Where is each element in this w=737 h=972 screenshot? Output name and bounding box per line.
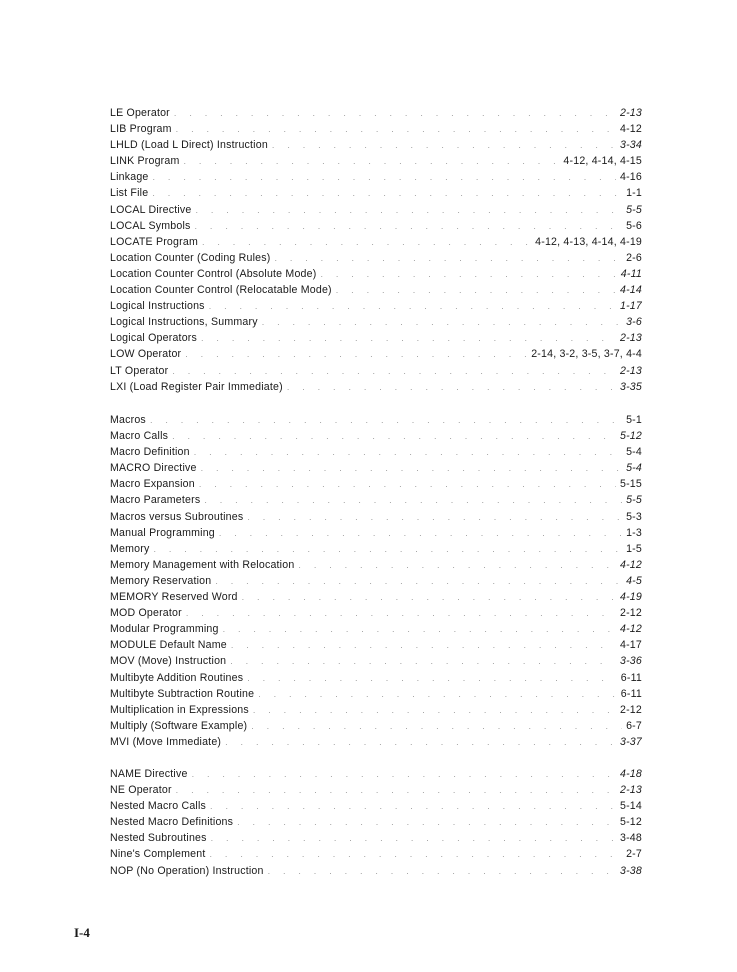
- index-entry: [110, 653, 642, 669]
- index-entry: [110, 185, 642, 201]
- index-entry: [110, 621, 642, 637]
- index-page-refs: 4-12: [619, 623, 642, 636]
- index-page-refs: 4-11: [620, 267, 642, 280]
- index-term: Nested Macro Definitions: [110, 816, 234, 829]
- index-entry: [110, 218, 642, 234]
- dot-leader: [210, 846, 623, 862]
- index-term: Macro Parameters: [110, 494, 201, 507]
- dot-leader: [194, 444, 622, 460]
- dot-leader: [287, 379, 616, 395]
- index-entry: [110, 412, 642, 428]
- index-page-refs: 5-14: [619, 800, 642, 813]
- index-section-m: [110, 412, 642, 750]
- index-term: LINK Program: [110, 155, 180, 168]
- index-term: LE Operator: [110, 107, 170, 119]
- index-entry: [110, 346, 642, 362]
- index-entry: [110, 670, 642, 686]
- index-term: Location Counter Control (Absolute Mode): [110, 267, 317, 280]
- index-term: MACRO Directive: [110, 462, 197, 475]
- index-page-refs: 6-11: [620, 687, 642, 700]
- dot-leader: [195, 218, 623, 234]
- dot-leader: [223, 621, 616, 637]
- dot-leader: [215, 573, 622, 589]
- index-entry: [110, 298, 642, 314]
- index-entry: [110, 766, 642, 782]
- index-term: LOCAL Symbols: [110, 219, 191, 232]
- index-page-refs: 2-13: [619, 107, 642, 119]
- dot-leader: [172, 428, 616, 444]
- dot-leader: [186, 605, 616, 621]
- dot-leader: [274, 250, 622, 266]
- index-entry: [110, 428, 642, 444]
- index-term: LOW Operator: [110, 348, 182, 361]
- dot-leader: [210, 798, 616, 814]
- index-entry: [110, 605, 642, 621]
- index-entry: [110, 814, 642, 830]
- index-page-refs: 6-7: [626, 719, 642, 732]
- index-entry: [110, 314, 642, 330]
- index-page-refs: 3-34: [619, 139, 642, 152]
- dot-leader: [231, 637, 616, 653]
- index-page-refs: 4-12: [619, 123, 642, 136]
- index-term: Multibyte Addition Routines: [110, 671, 244, 684]
- index-term: LXI (Load Register Pair Immediate): [110, 380, 283, 393]
- index-page-refs: 4-5: [626, 574, 642, 587]
- dot-leader: [242, 589, 616, 605]
- index-page-refs: 5-12: [619, 816, 642, 829]
- dot-leader: [298, 557, 616, 573]
- index-entry: [110, 330, 642, 346]
- index-entry: [110, 782, 642, 798]
- dot-leader: [336, 282, 616, 298]
- index-page-refs: 5-4: [626, 446, 642, 459]
- index-entry: [110, 282, 642, 298]
- index-entry: [110, 169, 642, 185]
- index-page-refs: 3-48: [619, 832, 642, 845]
- index-term: MOV (Move) Instruction: [110, 655, 227, 668]
- index-entry: [110, 637, 642, 653]
- index-term: List File: [110, 187, 149, 200]
- index-page-refs: 3-6: [626, 316, 642, 329]
- index-page-refs: 2-12: [619, 703, 642, 716]
- index-entry: [110, 476, 642, 492]
- index-entry: [110, 846, 642, 862]
- index-page-refs: 5-5: [626, 494, 642, 507]
- index-page-refs: 4-12, 4-14, 4-15: [563, 155, 642, 168]
- index-page-refs: 2-13: [619, 332, 642, 345]
- index-entry: [110, 363, 642, 379]
- dot-leader: [196, 202, 623, 218]
- index-entry: [110, 509, 642, 525]
- index-entry: [110, 266, 642, 282]
- index-term: Macros versus Subroutines: [110, 510, 244, 523]
- index-page-refs: 4-17: [619, 639, 642, 652]
- index-page-refs: 1-17: [619, 300, 642, 313]
- dot-leader: [172, 363, 616, 379]
- index-page-refs: 4-19: [619, 591, 642, 604]
- index-section-n: [110, 766, 642, 879]
- index-term: Logical Instructions, Summary: [110, 316, 258, 329]
- dot-leader: [253, 702, 616, 718]
- index-term: LOCAL Directive: [110, 203, 192, 216]
- index-term: NAME Directive: [110, 768, 188, 780]
- page-number: I-4: [74, 925, 90, 940]
- dot-leader: [262, 314, 622, 330]
- index-entry: [110, 105, 642, 121]
- dot-leader: [152, 185, 622, 201]
- index-term: NE Operator: [110, 784, 172, 797]
- index-page-refs: 1-3: [626, 526, 642, 539]
- index-entry: [110, 525, 642, 541]
- index-page-refs: 5-15: [619, 478, 642, 491]
- index-page-refs: 5-1: [626, 414, 642, 426]
- dot-leader: [209, 298, 616, 314]
- index-entry: [110, 734, 642, 750]
- index-page-refs: 4-18: [619, 768, 642, 780]
- index-entry: [110, 121, 642, 137]
- index-term: Logical Operators: [110, 332, 198, 345]
- index-term: Memory Management with Relocation: [110, 558, 295, 571]
- index-term: Manual Programming: [110, 526, 215, 539]
- index-entry: [110, 444, 642, 460]
- index-term: Nine's Complement: [110, 848, 206, 861]
- index-page-refs: 3-38: [619, 864, 642, 877]
- index-page-refs: 2-6: [626, 251, 642, 264]
- dot-leader: [185, 346, 527, 362]
- index-page-refs: 5-5: [626, 203, 642, 216]
- dot-leader: [176, 121, 616, 137]
- index-term: Nested Macro Calls: [110, 800, 207, 813]
- index-entry: [110, 460, 642, 476]
- index-term: Logical Instructions: [110, 300, 205, 313]
- index-entry: [110, 202, 642, 218]
- index-term: Multiplication in Expressions: [110, 703, 249, 716]
- index-entry: [110, 863, 642, 879]
- index-page-refs: 5-6: [626, 219, 642, 232]
- index-term: Location Counter Control (Relocatable Mode): [110, 284, 332, 297]
- index-entry: [110, 830, 642, 846]
- index-term: MVI (Move Immediate): [110, 735, 222, 748]
- index-section-l: [110, 105, 642, 395]
- index-page-refs: 2-13: [619, 784, 642, 797]
- index-term: Modular Programming: [110, 623, 219, 636]
- index-term: Macro Definition: [110, 446, 190, 459]
- dot-leader: [199, 476, 616, 492]
- index-term: Multibyte Subtraction Routine: [110, 687, 255, 700]
- index-entry: [110, 557, 642, 573]
- dot-leader: [201, 460, 622, 476]
- dot-leader: [192, 766, 616, 782]
- index-term: Location Counter (Coding Rules): [110, 251, 271, 264]
- index-page-refs: 3-36: [619, 655, 642, 668]
- index-entry: [110, 702, 642, 718]
- index-page-refs: 5-3: [626, 510, 642, 523]
- index-term: Nested Subroutines: [110, 832, 207, 845]
- index-page-refs: 4-14: [619, 284, 642, 297]
- index-page-refs: 4-12: [619, 558, 642, 571]
- index-entry: [110, 718, 642, 734]
- dot-leader: [184, 153, 560, 169]
- index-term: Memory: [110, 542, 150, 555]
- index-term: Memory Reservation: [110, 574, 212, 587]
- dot-leader: [150, 412, 622, 428]
- index-entry: [110, 137, 642, 153]
- dot-leader: [251, 718, 622, 734]
- index-entry: [110, 573, 642, 589]
- index-entry: [110, 541, 642, 557]
- index-entry: [110, 492, 642, 508]
- index-entry: [110, 798, 642, 814]
- index-entry: [110, 234, 642, 250]
- index-entry: [110, 686, 642, 702]
- dot-leader: [219, 525, 622, 541]
- index-page-refs: 2-13: [619, 364, 642, 377]
- dot-leader: [230, 653, 616, 669]
- index-page-refs: 4-12, 4-13, 4-14, 4-19: [535, 235, 642, 248]
- index-entry: [110, 250, 642, 266]
- index-page-refs: 2-14, 3-2, 3-5, 3-7, 4-4: [531, 348, 642, 361]
- index-term: Multiply (Software Example): [110, 719, 248, 732]
- index-page-refs: 1-1: [626, 187, 642, 200]
- index-term: LHLD (Load L Direct) Instruction: [110, 139, 268, 152]
- index-term: Macro Calls: [110, 430, 169, 443]
- index-term: MEMORY Reserved Word: [110, 591, 238, 604]
- dot-leader: [247, 509, 622, 525]
- dot-leader: [201, 330, 616, 346]
- dot-leader: [153, 169, 616, 185]
- index-term: Macro Expansion: [110, 478, 195, 491]
- dot-leader: [204, 492, 622, 508]
- dot-leader: [272, 137, 616, 153]
- index-term: Linkage: [110, 171, 149, 184]
- dot-leader: [258, 686, 617, 702]
- index-page-refs: 5-12: [619, 430, 642, 443]
- index-term: Macros: [110, 414, 146, 426]
- index-entry: [110, 589, 642, 605]
- dot-leader: [237, 814, 616, 830]
- index-page-refs: 4-16: [619, 171, 642, 184]
- index-page-refs: 1-5: [626, 542, 642, 555]
- index-term: LIB Program: [110, 123, 172, 136]
- dot-leader: [153, 541, 622, 557]
- dot-leader: [268, 863, 616, 879]
- dot-leader: [202, 234, 531, 250]
- index-term: LT Operator: [110, 364, 169, 377]
- index-page-refs: 2-7: [626, 848, 642, 861]
- index-entry: [110, 379, 642, 395]
- index-term: LOCATE Program: [110, 235, 198, 248]
- index-entry: [110, 153, 642, 169]
- index-term: MOD Operator: [110, 607, 182, 620]
- index-page-refs: 6-11: [620, 671, 642, 684]
- dot-leader: [247, 670, 617, 686]
- dot-leader: [174, 105, 616, 121]
- index-page-refs: 3-37: [619, 735, 642, 748]
- index-page-refs: 2-12: [619, 607, 642, 620]
- dot-leader: [211, 830, 616, 846]
- index-page-refs: 5-4: [626, 462, 642, 475]
- index-page-refs: 3-35: [619, 380, 642, 393]
- index-term: MODULE Default Name: [110, 639, 227, 652]
- index-term: NOP (No Operation) Instruction: [110, 864, 264, 877]
- dot-leader: [320, 266, 616, 282]
- dot-leader: [225, 734, 616, 750]
- dot-leader: [176, 782, 616, 798]
